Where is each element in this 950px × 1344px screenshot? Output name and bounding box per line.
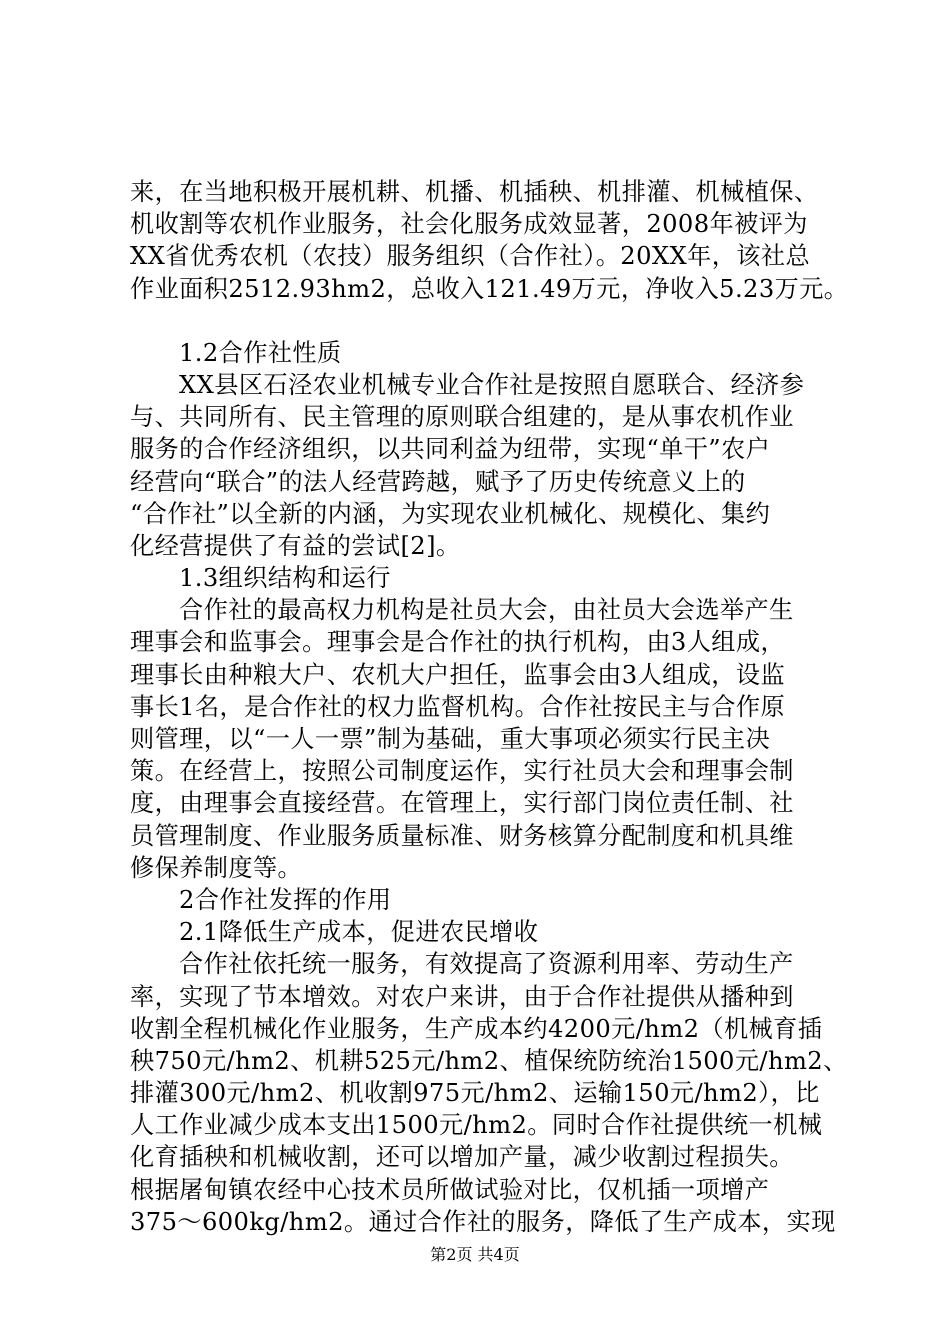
- text-line: 375～600kg/hm2。通过合作社的服务，降低了生产成本，实现: [130, 1207, 836, 1236]
- text-line: 合作社依托统一服务，有效提高了资源利用率、劳动生产: [179, 950, 794, 979]
- text-line: 服务的合作经济组织，以共同利益为纽带，实现“单干”农户: [130, 435, 771, 464]
- document-body: [130, 176, 849, 1238]
- text-line: 作业面积2512.93hm2，总收入121.49万元，净收入5.23万元。: [130, 274, 849, 303]
- text-line: 理事会和监事会。理事会是合作社的执行机构，由3人组成，: [130, 628, 786, 657]
- text-line: 化育插秧和机械收割，还可以增加产量，减少收割过程损失。: [130, 1143, 794, 1172]
- text-line: 化经营提供了有益的尝试[2]。: [130, 531, 461, 560]
- text-line: 经营向“联合”的法人经营跨越，赋予了历史传统意义上的: [130, 467, 746, 496]
- text-line: 收割全程机械化作业服务，生产成本约4200元/hm2（机械育插: [130, 1014, 823, 1043]
- text-line: 合作社的最高权力机构是社员大会，由社员大会选举产生: [179, 596, 794, 625]
- text-line: 度，由理事会直接经营。在管理上，实行部门岗位责任制、社: [130, 789, 794, 818]
- paragraph-structure: [130, 594, 830, 884]
- text-line: 机收割等农机作业服务，社会化服务成效显著，2008年被评为: [130, 210, 808, 239]
- text-line: 根据屠甸镇农经中心技术员所做试验对比，仅机插一项增产: [130, 1175, 770, 1204]
- text-line: 则管理，以“一人一票”制为基础，重大事项必须实行民主决: [130, 725, 771, 753]
- section-heading-2-1: 2.1降低生产成本，促进农民增收: [179, 918, 539, 947]
- text-line: 排灌300元/hm2、机收割975元/hm2、运输150元/hm2），比: [130, 1079, 820, 1108]
- text-line: 修保养制度等。: [130, 853, 303, 882]
- section-heading-2: 2合作社发挥的作用: [179, 885, 392, 914]
- paragraph-intro-continued: [130, 176, 849, 305]
- paragraph-gap: [130, 305, 830, 337]
- text-line: 来，在当地积极开展机耕、机播、机插秧、机排灌、机械植保、: [130, 178, 819, 206]
- section-heading-1-3: 1.3组织结构和运行: [179, 564, 391, 593]
- paragraph-cost: [130, 948, 848, 1238]
- text-line: 员管理制度、作业服务质量标准、财务核算分配制度和机具维: [130, 821, 794, 850]
- text-line: XX省优秀农机（农技）服务组织（合作社）。20XX年，该社总: [130, 242, 811, 271]
- text-line: XX县区石泾农业机械专业合作社是按照自愿联合、经济参: [179, 370, 805, 399]
- text-line: 策。在经营上，按照公司制度运作，实行社员大会和理事会制: [130, 757, 794, 786]
- text-line: 人工作业减少成本支出1500元/hm2。同时合作社提供统一机械: [130, 1111, 823, 1140]
- text-line: 与、共同所有、民主管理的原则联合组建的，是从事农机作业: [130, 403, 794, 432]
- text-line: 事长1名，是合作社的权力监督机构。合作社按民主与合作原: [130, 692, 786, 721]
- text-line: “合作社”以全新的内涵，为实现农业机械化、规模化、集约: [130, 499, 771, 528]
- paragraph-nature: [130, 369, 830, 562]
- page-footer: 第2页 共4页: [430, 1245, 520, 1264]
- text-line: 率，实现了节本增效。对农户来讲，由于合作社提供从播种到: [130, 982, 794, 1011]
- text-line: 理事长由种粮大户、农机大户担任，监事会由3人组成，设监: [130, 660, 786, 689]
- section-heading-1-2: 1.2合作社性质: [179, 338, 342, 367]
- text-line: 秧750元/hm2、机耕525元/hm2、植保统防统治1500元/hm2、: [130, 1046, 848, 1075]
